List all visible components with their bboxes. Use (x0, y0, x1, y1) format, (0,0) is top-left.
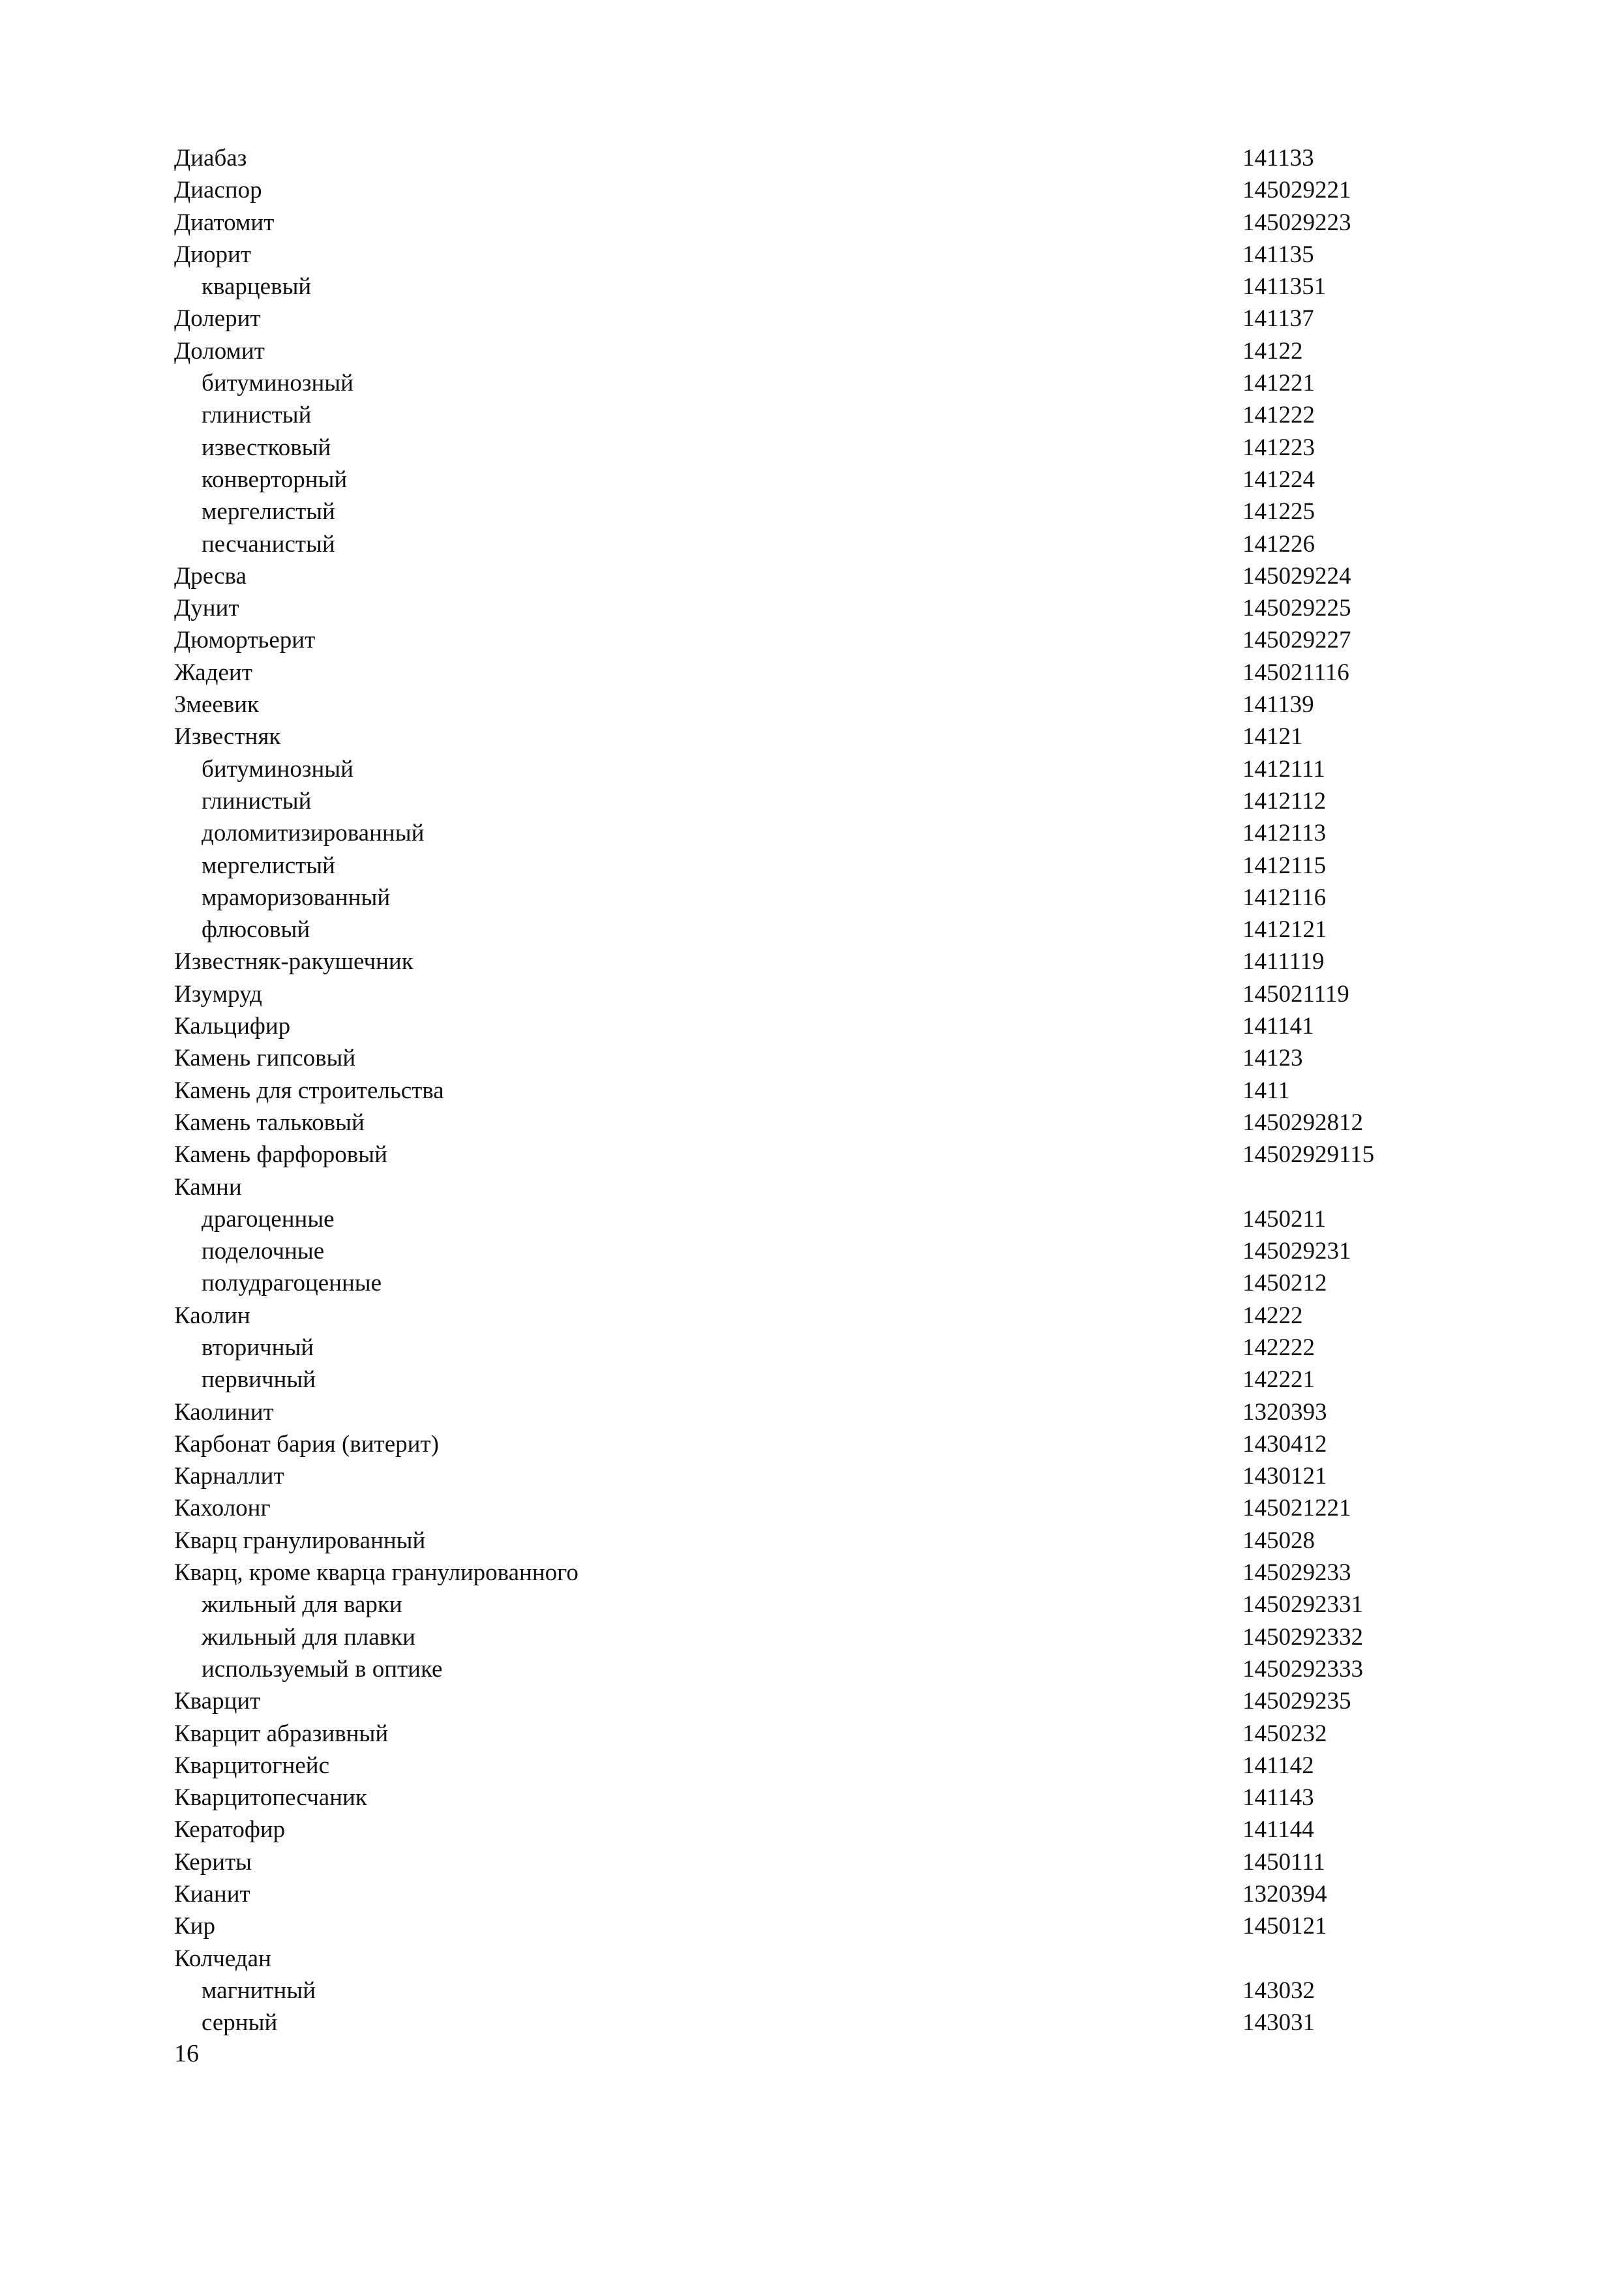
entry-code: 141224 (1242, 466, 1315, 493)
entry-code: 1411119 (1242, 948, 1325, 976)
entry-code: 14123 (1242, 1045, 1303, 1072)
index-subentry (174, 785, 1413, 817)
index-entry (174, 1075, 1413, 1107)
entry-code: 1450111 (1242, 1848, 1325, 1876)
entry-term: флюсовый (202, 916, 310, 944)
index-entry (174, 1814, 1413, 1846)
entry-code: 142222 (1242, 1334, 1315, 1361)
entry-code: 14502929115 (1242, 1141, 1375, 1169)
entry-code: 145029223 (1242, 209, 1351, 236)
entry-code: 1430412 (1242, 1430, 1327, 1458)
entry-term: Диорит (174, 241, 252, 268)
entry-code: 143031 (1242, 2009, 1315, 2037)
index-entry (174, 207, 1413, 239)
index-entry (174, 1396, 1413, 1428)
entry-code: 145029233 (1242, 1559, 1351, 1587)
index-entry (174, 1492, 1413, 1524)
entry-term: Кварцитогнейс (174, 1752, 329, 1779)
entry-code: 1450121 (1242, 1913, 1327, 1940)
index-entry (174, 1878, 1413, 1910)
entry-term: Кварц гранулированный (174, 1527, 426, 1554)
entry-code: 145029231 (1242, 1238, 1351, 1265)
entry-term: Жадеит (174, 659, 252, 686)
index-subentry (174, 399, 1413, 431)
entry-code: 1412111 (1242, 755, 1325, 783)
index-entry (174, 1750, 1413, 1782)
entry-term: Известняк-ракушечник (174, 948, 414, 976)
entry-term: Дюмортьерит (174, 627, 316, 654)
entry-term: Карналлит (174, 1463, 284, 1490)
index-subentry (174, 753, 1413, 785)
entry-term: Колчедан (174, 1945, 271, 1972)
entry-term: Кианит (174, 1881, 250, 1908)
index-entry (174, 174, 1413, 206)
index-entry (174, 1910, 1413, 1942)
entry-term: серный (202, 2009, 278, 2037)
index-entry (174, 335, 1413, 367)
index-entry (174, 1107, 1413, 1139)
index-subentry (174, 1203, 1413, 1235)
index-entry (174, 560, 1413, 592)
entry-term: Диатомит (174, 209, 275, 236)
entry-term: битуминозный (202, 755, 353, 783)
entry-code: 1430121 (1242, 1463, 1327, 1490)
index-subentry (174, 882, 1413, 914)
entry-code: 145021119 (1242, 980, 1349, 1008)
entry-term: полудрагоценные (202, 1270, 382, 1297)
entry-code: 1450292812 (1242, 1109, 1363, 1136)
entry-code: 1320393 (1242, 1398, 1327, 1426)
index-entry (174, 624, 1413, 656)
entry-code: 14122 (1242, 337, 1303, 365)
index-subentry (174, 1235, 1413, 1267)
index-entry (174, 946, 1413, 978)
index-subentry (174, 1589, 1413, 1621)
index-subentry (174, 850, 1413, 882)
index-entry (174, 239, 1413, 271)
index-entry (174, 303, 1413, 335)
entry-code: 145029225 (1242, 595, 1351, 622)
entry-code: 1412113 (1242, 820, 1327, 847)
entry-term: используемый в оптике (202, 1655, 443, 1683)
entry-term: Доломит (174, 337, 265, 365)
entry-term: Изумруд (174, 980, 262, 1008)
index-subentry (174, 914, 1413, 946)
index-entry (174, 1943, 1413, 1975)
entry-code: 1411351 (1242, 273, 1327, 301)
index-entry (174, 1010, 1413, 1042)
index-subentry (174, 367, 1413, 399)
entry-term: жильный для плавки (202, 1623, 415, 1651)
index-subentry (174, 1364, 1413, 1396)
entry-code: 1411 (1242, 1077, 1290, 1104)
entry-term: Кварцитопесчаник (174, 1784, 367, 1812)
entry-term: вторичный (202, 1334, 314, 1361)
entry-term: Камни (174, 1173, 242, 1201)
entry-term: доломитизированный (202, 820, 425, 847)
entry-term: Дунит (174, 595, 239, 622)
entry-code: 1450232 (1242, 1720, 1327, 1747)
entry-term: драгоценные (202, 1205, 335, 1233)
entry-code: 1450212 (1242, 1270, 1327, 1297)
entry-code: 141139 (1242, 691, 1314, 719)
entry-code: 145028 (1242, 1527, 1315, 1554)
entry-term: Кахолонг (174, 1495, 271, 1522)
index-subentry (174, 432, 1413, 464)
index-list (174, 142, 1413, 2039)
index-entry (174, 1782, 1413, 1814)
index-subentry (174, 271, 1413, 303)
index-entry (174, 1300, 1413, 1332)
index-entry (174, 1718, 1413, 1750)
entry-term: Кир (174, 1913, 215, 1940)
entry-code: 1412121 (1242, 916, 1327, 944)
entry-term: Камень гипсовый (174, 1045, 356, 1072)
index-subentry (174, 496, 1413, 528)
entry-term: Кварц, кроме кварца гранулированного (174, 1559, 579, 1587)
index-entry (174, 1525, 1413, 1557)
index-entry (174, 657, 1413, 689)
entry-term: мраморизованный (202, 884, 391, 911)
entry-term: Карбонат бария (витерит) (174, 1430, 439, 1458)
entry-term: Кальцифир (174, 1013, 291, 1040)
entry-term: Долерит (174, 305, 261, 333)
entry-code: 141144 (1242, 1816, 1314, 1844)
entry-term: Камень фарфоровый (174, 1141, 387, 1169)
index-entry (174, 1460, 1413, 1492)
entry-code: 145029235 (1242, 1688, 1351, 1715)
entry-code: 1450292333 (1242, 1655, 1363, 1683)
entry-term: Камень тальковый (174, 1109, 365, 1136)
index-subentry (174, 464, 1413, 496)
entry-term: магнитный (202, 1977, 316, 2004)
index-entry (174, 1685, 1413, 1717)
page-number: 16 (174, 2040, 199, 2067)
index-entry (174, 721, 1413, 753)
entry-code: 1450292331 (1242, 1591, 1363, 1619)
entry-code: 141223 (1242, 434, 1315, 461)
index-entry (174, 1428, 1413, 1460)
index-subentry (174, 1975, 1413, 2007)
entry-code: 145029221 (1242, 177, 1351, 204)
entry-code: 141225 (1242, 498, 1315, 526)
entry-term: Камень для строительства (174, 1077, 444, 1104)
index-entry (174, 1846, 1413, 1878)
entry-code: 1450211 (1242, 1205, 1327, 1233)
entry-term: поделочные (202, 1238, 325, 1265)
entry-term: Диабаз (174, 145, 247, 172)
index-subentry (174, 1267, 1413, 1299)
entry-code: 142221 (1242, 1366, 1315, 1394)
entry-term: кварцевый (202, 273, 312, 301)
index-entry (174, 1557, 1413, 1589)
entry-term: песчанистый (202, 530, 335, 558)
index-subentry (174, 1332, 1413, 1364)
entry-code: 1412115 (1242, 852, 1327, 879)
entry-code: 141135 (1242, 241, 1314, 268)
entry-term: мергелистый (202, 852, 335, 879)
index-subentry (174, 1653, 1413, 1685)
index-entry (174, 1139, 1413, 1171)
index-subentry (174, 2007, 1413, 2039)
entry-code: 141141 (1242, 1013, 1314, 1040)
entry-code: 141221 (1242, 370, 1315, 397)
entry-code: 145029227 (1242, 627, 1351, 654)
entry-term: жильный для варки (202, 1591, 402, 1619)
entry-term: Кератофир (174, 1816, 286, 1844)
entry-code: 141222 (1242, 402, 1315, 429)
entry-term: глинистый (202, 402, 312, 429)
entry-term: Змеевик (174, 691, 260, 719)
entry-term: первичный (202, 1366, 316, 1394)
entry-code: 14121 (1242, 723, 1303, 751)
entry-term: Известняк (174, 723, 281, 751)
entry-code: 141226 (1242, 530, 1315, 558)
entry-code: 145029224 (1242, 562, 1351, 590)
entry-term: Кварцит (174, 1688, 261, 1715)
entry-code: 143032 (1242, 1977, 1315, 2004)
entry-term: битуминозный (202, 370, 353, 397)
index-entry (174, 689, 1413, 721)
index-subentry (174, 1621, 1413, 1653)
entry-code: 1450292332 (1242, 1623, 1363, 1651)
entry-term: Кериты (174, 1848, 252, 1876)
entry-code: 1412116 (1242, 884, 1327, 911)
entry-term: Диаспор (174, 177, 262, 204)
entry-code: 145021221 (1242, 1495, 1351, 1522)
entry-term: Дресва (174, 562, 247, 590)
index-entry (174, 592, 1413, 624)
entry-code: 14222 (1242, 1302, 1303, 1329)
entry-term: Каолин (174, 1302, 250, 1329)
entry-code: 1412112 (1242, 787, 1327, 815)
entry-term: конверторный (202, 466, 348, 493)
entry-term: Кварцит абразивный (174, 1720, 389, 1747)
entry-term: Каолинит (174, 1398, 274, 1426)
entry-code: 141143 (1242, 1784, 1314, 1812)
index-entry (174, 978, 1413, 1010)
index-entry (174, 1042, 1413, 1074)
entry-code: 141133 (1242, 145, 1314, 172)
entry-code: 141137 (1242, 305, 1314, 333)
entry-term: глинистый (202, 787, 312, 815)
entry-code: 141142 (1242, 1752, 1314, 1779)
entry-term: мергелистый (202, 498, 335, 526)
index-subentry (174, 528, 1413, 560)
index-entry (174, 1171, 1413, 1203)
index-entry (174, 142, 1413, 174)
entry-code: 1320394 (1242, 1881, 1327, 1908)
entry-code: 145021116 (1242, 659, 1349, 686)
index-subentry (174, 817, 1413, 849)
entry-term: известковый (202, 434, 331, 461)
